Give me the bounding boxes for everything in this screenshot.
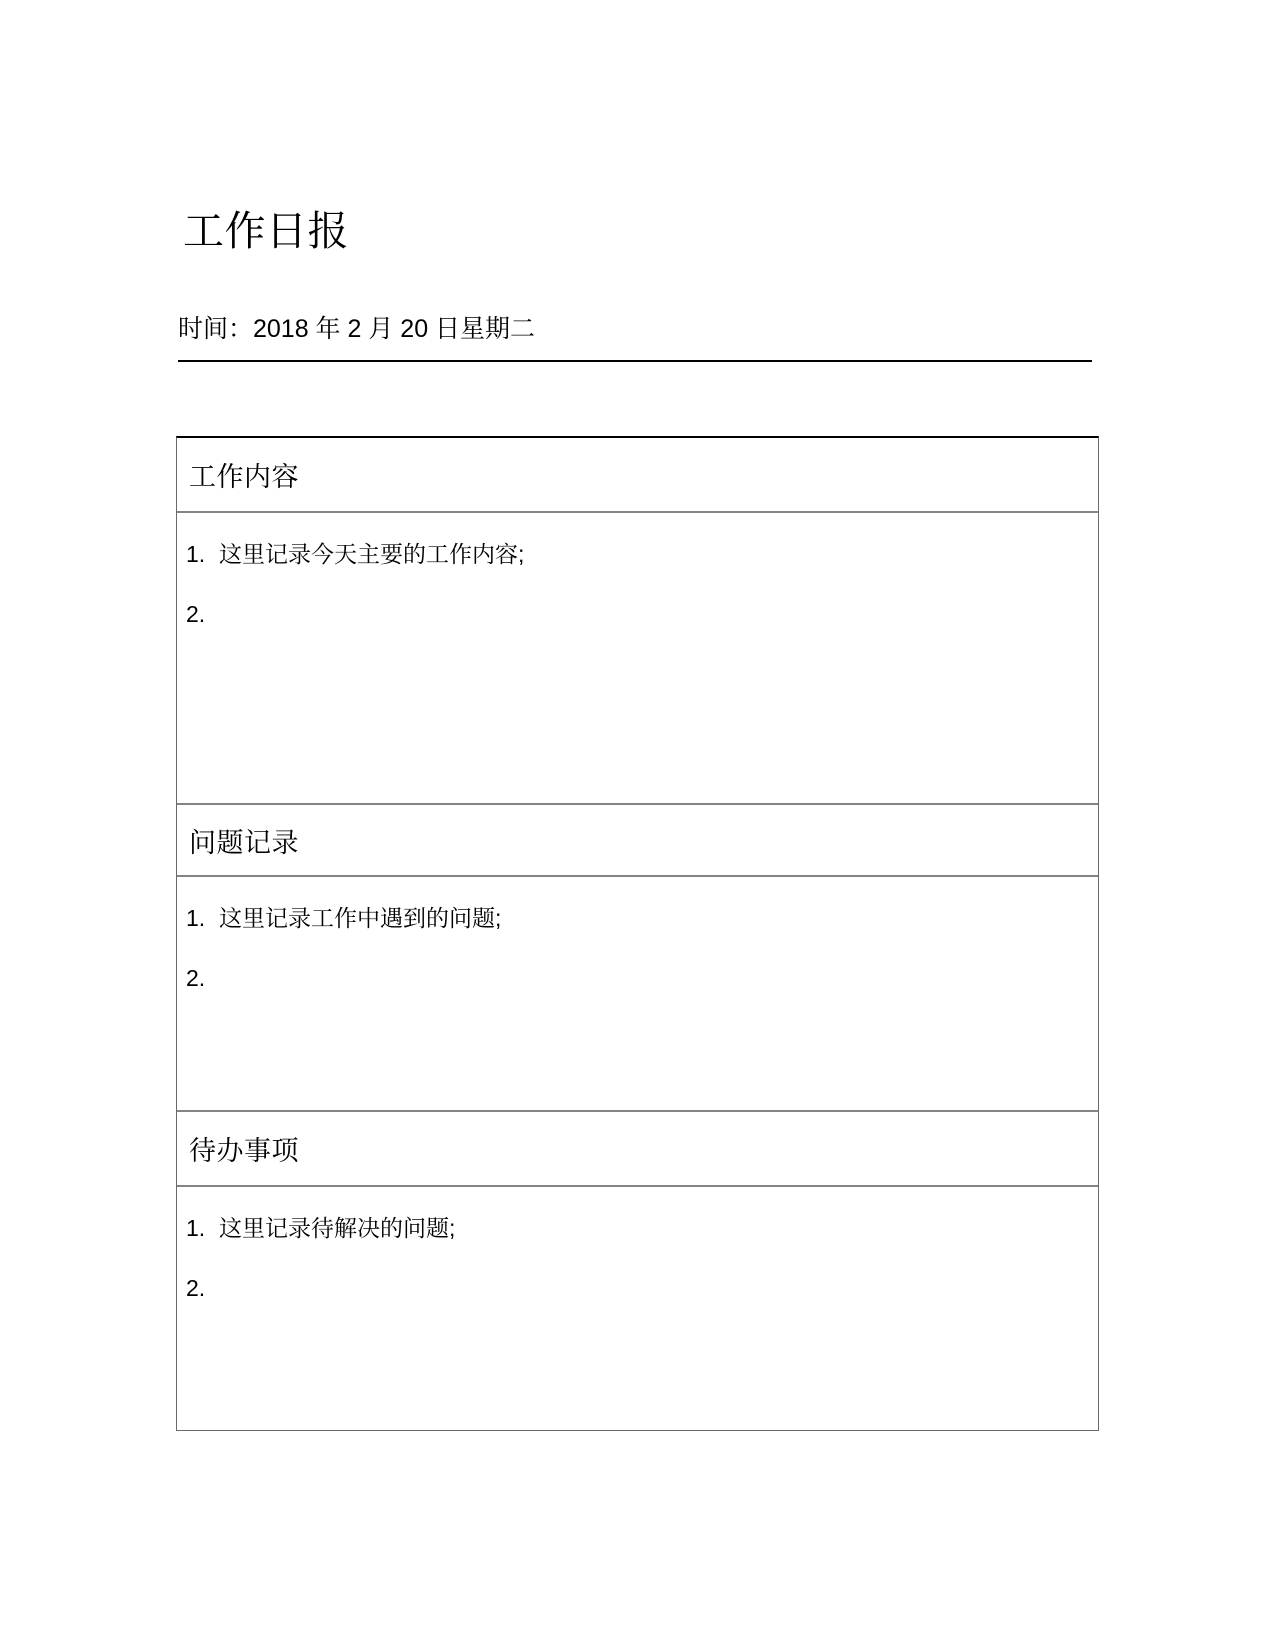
- section-header-label: 待办事项: [189, 1136, 299, 1166]
- list-item: [186, 905, 1086, 931]
- list-item: [186, 1215, 1086, 1241]
- date-underline-rule: [178, 360, 1092, 362]
- section-content-problem-record: [177, 877, 1098, 1112]
- list-item-text: 这里记录待解决的问题;: [219, 1215, 456, 1241]
- list-item-number: 1.: [186, 1215, 206, 1241]
- list-item-text: 这里记录工作中遇到的问题;: [219, 905, 502, 931]
- report-table: [176, 436, 1099, 1431]
- section-header-problem-record: [177, 805, 1098, 877]
- section-header-todo-items: [177, 1112, 1098, 1187]
- section-header-label: 工作内容: [189, 462, 299, 492]
- list-item-text: 这里记录今天主要的工作内容;: [219, 541, 525, 567]
- list-item-number: 2.: [186, 1275, 206, 1301]
- list-item-number: 2.: [186, 601, 206, 627]
- section-content-work-content: [177, 513, 1098, 805]
- list-item: [186, 1275, 1086, 1301]
- list-item: [186, 601, 1086, 627]
- section-header-label: 问题记录: [189, 827, 299, 858]
- date-line: 时间：2018 年 2 月 20 日星期二: [178, 315, 536, 343]
- list-item-number: 1.: [186, 905, 206, 931]
- section-content-todo-items: [177, 1187, 1098, 1430]
- section-header-work-content: [177, 438, 1098, 513]
- list-item: [186, 965, 1086, 991]
- list-item: [186, 541, 1086, 567]
- page-title: 工作日报: [183, 208, 349, 254]
- list-item-number: 2.: [186, 965, 206, 991]
- list-item-number: 1.: [186, 541, 206, 567]
